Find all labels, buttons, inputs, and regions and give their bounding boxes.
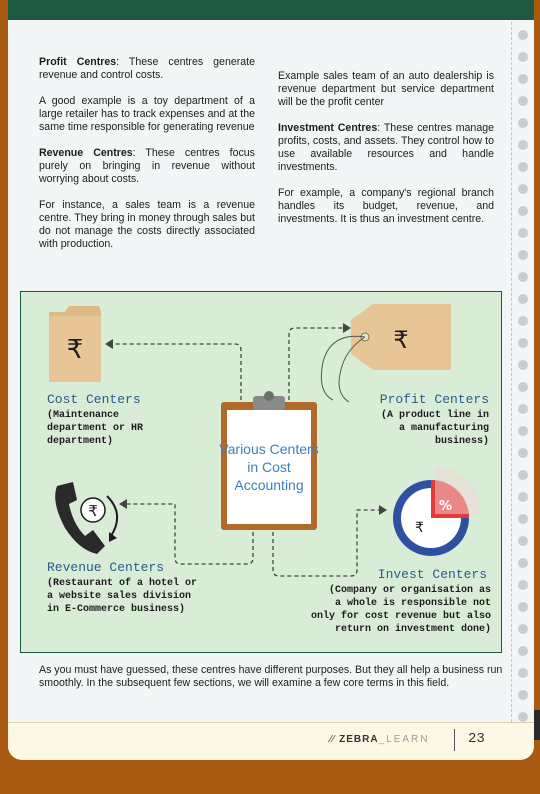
ring: [518, 206, 528, 216]
profit-centers-title: Profit Centers: [379, 392, 489, 407]
cost-folder-icon: [49, 306, 101, 382]
ring: [518, 646, 528, 656]
profit-centres-paragraph: [39, 56, 255, 82]
ring: [518, 228, 528, 238]
ring: [518, 624, 528, 634]
svg-text:₹: ₹: [66, 335, 84, 365]
top-bar: [8, 0, 534, 20]
ring: [518, 492, 528, 502]
investment-centres-example: For example, a company's regional branch handles its budget, revenue, and investments. It is thus an investment centre.: [278, 187, 494, 225]
invest-centers-title: Invest Centers: [377, 567, 487, 582]
ring: [518, 536, 528, 546]
footer-divider: [454, 729, 455, 751]
ring: [518, 184, 528, 194]
page-number: 23: [468, 731, 485, 747]
revenue-centres-definition: : These centres focus purely on bringing in revenue without worrying about costs.: [39, 147, 255, 185]
ring: [518, 338, 528, 348]
profit-centres-example: A good example is a toy department of a large retailer has to track expenses and at the same time responsible for generating revenue: [39, 95, 255, 133]
clipboard-title: Various Centers in Cost Accounting: [219, 441, 319, 493]
closing-paragraph: As you must have guessed, these centres have different purposes. But they all help a business run smoothly. In the subsequent few sections, we will examine a few core terms in this field.: [39, 664, 503, 689]
right-text-column: [278, 70, 494, 239]
arrow-to-profit: [289, 328, 343, 400]
brand-logo: [330, 734, 430, 745]
zebra-mark-icon: ∕∕: [330, 734, 336, 745]
cost-centers-desc: (Maintenance department or HR department): [47, 410, 144, 447]
ring: [518, 30, 528, 40]
ring: [518, 382, 528, 392]
ring: [518, 74, 528, 84]
ring: [518, 448, 528, 458]
ring: [518, 712, 528, 722]
profit-centers-desc: (A product line in a manufacturing business): [380, 410, 489, 447]
ring: [518, 316, 528, 326]
ring: [518, 294, 528, 304]
ring: [518, 690, 528, 700]
ring: [518, 250, 528, 260]
svg-text:₹: ₹: [88, 502, 98, 520]
invest-centers-desc: (Company or organisation as a whole is responsible not only for cost revenue but also return on investment done): [310, 585, 491, 635]
binding-rings: [516, 30, 530, 730]
ring: [518, 140, 528, 150]
svg-text:₹: ₹: [393, 326, 409, 354]
price-tag-icon: [321, 304, 451, 402]
revenue-centres-term: Revenue Centres: [39, 147, 133, 159]
ring: [518, 96, 528, 106]
investment-centres-term: Investment Centres: [278, 122, 378, 134]
revenue-centers-desc: (Restaurant of a hotel or a website sales division in E-Commerce business): [47, 578, 198, 615]
revenue-centres-paragraph: [39, 147, 255, 186]
ring: [518, 668, 528, 678]
ring: [518, 470, 528, 480]
left-text-column: [39, 56, 255, 264]
brand-name-bold: ZEBRA: [339, 734, 379, 745]
binding-dashed-line: [511, 22, 512, 732]
cost-centers-title: Cost Centers: [47, 392, 141, 407]
ring: [518, 602, 528, 612]
investment-pie-icon: [393, 468, 481, 556]
profit-centres-definition: : These centres generate revenue and control costs.: [39, 56, 255, 81]
profit-centres-term: Profit Centres: [39, 56, 117, 68]
ring: [518, 118, 528, 128]
svg-text:₹: ₹: [415, 520, 424, 536]
ring: [518, 580, 528, 590]
brand-name-light: _LEARN: [378, 734, 430, 745]
investment-centres-definition: : These centres manage profits, costs, and assets. They control how to use available resources and handle investments.: [278, 122, 494, 173]
page-footer: [8, 722, 534, 759]
revenue-centres-example: For instance, a sales team is a revenue centre. They bring in money through sales but do not manage the costs directly associated with production.: [39, 199, 255, 250]
revenue-centers-title: Revenue Centers: [47, 560, 165, 575]
ring: [518, 52, 528, 62]
ring: [518, 426, 528, 436]
cost-centers-diagram: [20, 291, 502, 653]
ring: [518, 404, 528, 414]
auto-dealership-example: Example sales team of an auto dealership is revenue department but service department will be the profit center: [278, 70, 494, 108]
investment-centres-paragraph: [278, 122, 494, 174]
ring: [518, 162, 528, 172]
svg-text:%: %: [439, 499, 453, 514]
phone-icon: [55, 482, 117, 554]
ring: [518, 272, 528, 282]
ring: [518, 558, 528, 568]
ring: [518, 360, 528, 370]
ring: [518, 514, 528, 524]
